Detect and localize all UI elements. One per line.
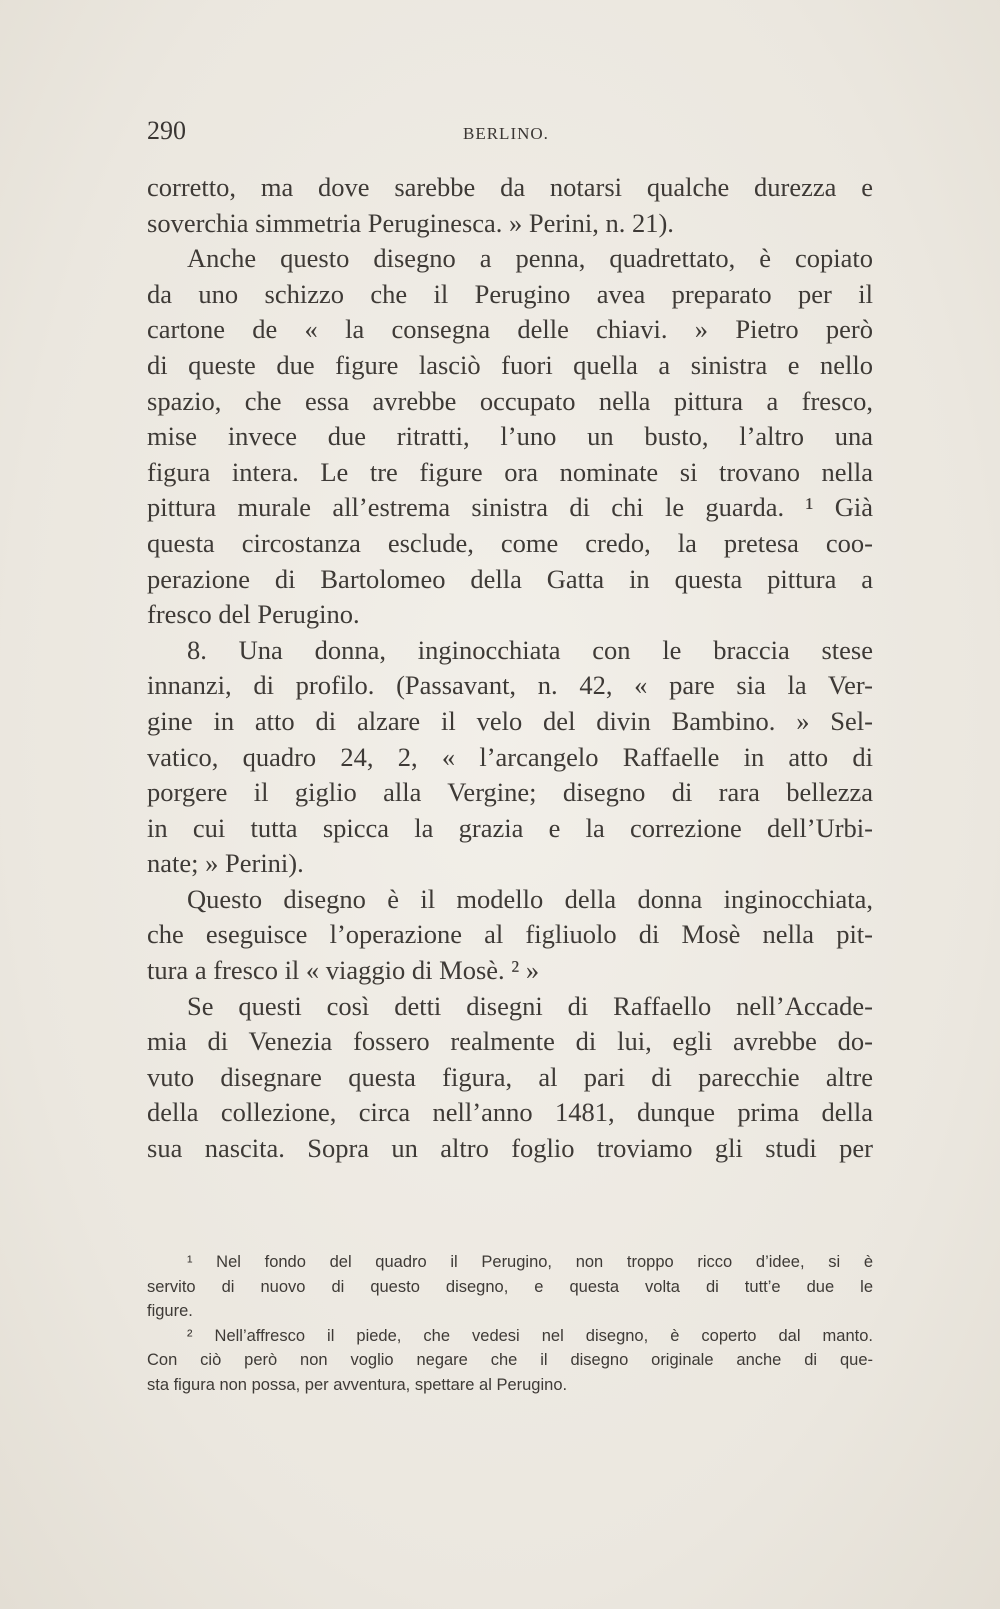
text-line: cartone de « la consegna delle chiavi. » Pietro però (147, 314, 873, 345)
text-line: soverchia simmetria Peruginesca. » Perini, n. 21). (147, 207, 674, 238)
text-line: da uno schizzo che il Perugino avea preparato per il (147, 278, 873, 309)
text-line: nate; » Perini). (147, 848, 304, 879)
footnote-line: sta figura non possa, per avventura, spettare al Perugino. (147, 1375, 568, 1394)
footnote-line: Con ciò però non voglio negare che il disegno originale anche di que- (147, 1351, 873, 1369)
text-line: Anche questo disegno a penna, quadrettato, è copiato (187, 243, 873, 274)
footnote-line: figure. (147, 1302, 193, 1320)
text-line: porgere il giglio alla Vergine; disegno di rara bellezza (147, 777, 873, 808)
page-number: 290 (147, 116, 186, 145)
text-line: vuto disegnare questa figura, al pari di parecchie altre (147, 1061, 873, 1092)
text-line: questa circostanza esclude, come credo, la pretesa coo- (147, 527, 873, 558)
text-line: innanzi, di profilo. (Passavant, n. 42, « pare sia la Ver- (147, 670, 873, 701)
footnote-line: servito di nuovo di questo disegno, e questa volta di tutt’e due le (147, 1277, 873, 1296)
text-line: gine in atto di alzare il velo del divin Bambino. » Sel- (147, 705, 873, 736)
footnote-line: ² Nell’affresco il piede, che vedesi nel disegno, è coperto dal manto. (187, 1326, 873, 1345)
body-text (147, 170, 873, 1167)
footnotes (147, 1250, 873, 1397)
text-line: Se questi così detti disegni di Raffaello nell’Accade- (187, 990, 873, 1021)
text-line: vatico, quadro 24, 2, « l’arcangelo Raffaelle in atto di (147, 741, 873, 772)
text-line: sua nascita. Sopra un altro foglio troviamo gli studi per (147, 1133, 873, 1164)
text-line: mise invece due ritratti, l’uno un busto, l’altro una (147, 421, 873, 452)
text-line: di queste due figure lasciò fuori quella a sinistra e nello (147, 349, 873, 380)
text-line: Questo disegno è il modello della donna inginocchiata, (187, 883, 873, 914)
text-line: perazione di Bartolomeo della Gatta in questa pittura a (147, 563, 873, 594)
text-line: 8. Una donna, inginocchiata con le braccia stese (187, 634, 873, 665)
text-line: spazio, che essa avrebbe occupato nella pittura a fresco, (147, 385, 873, 416)
footnote-line: ¹ Nel fondo del quadro il Perugino, non troppo ricco d’idee, si è (187, 1253, 873, 1271)
text-line: della collezione, circa nell’anno 1481, dunque prima della (147, 1097, 873, 1128)
text-line: mia di Venezia fossero realmente di lui, egli avrebbe do- (147, 1026, 873, 1057)
text-line: tura a fresco il « viaggio di Mosè. ² » (147, 955, 540, 986)
text-line: in cui tutta spicca la grazia e la correzione dell’Urbi- (147, 812, 873, 843)
text-line: corretto, ma dove sarebbe da notarsi qualche durezza e (147, 172, 873, 202)
text-line: che eseguisce l’operazione al figliuolo di Mosè nella pit- (147, 919, 873, 950)
text-line: pittura murale all’estrema sinistra di chi le guarda. ¹ Già (147, 492, 873, 523)
running-title: BERLINO. (463, 124, 549, 143)
page-header (147, 116, 873, 156)
text-line: fresco del Perugino. (147, 599, 360, 630)
text-line: figura intera. Le tre figure ora nominate si trovano nella (147, 456, 873, 487)
